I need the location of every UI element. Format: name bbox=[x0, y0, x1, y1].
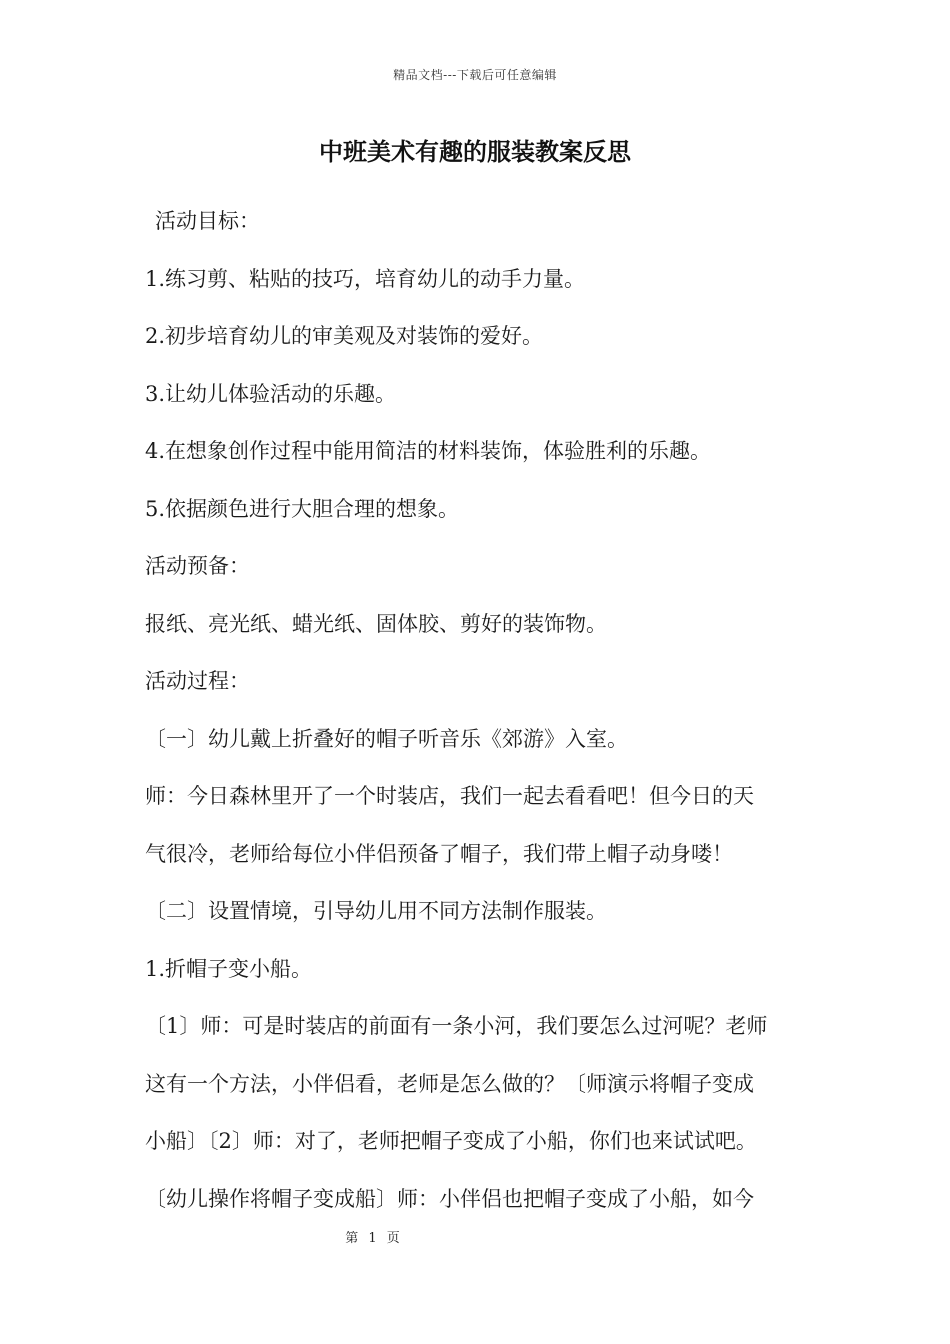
section-heading-preparation: 活动预备： bbox=[145, 554, 250, 578]
paragraph-line: 气很冷，老师给每位小伴侣预备了帽子，我们带上帽子动身喽！ bbox=[145, 841, 733, 866]
paragraph-line: 1.折帽子变小船。 bbox=[145, 956, 313, 981]
paragraph-line: 这有一个方法，小伴侣看，老师是怎么做的？〔师演示将帽子变成 bbox=[145, 1071, 754, 1096]
paragraph-line: 〔一〕幼儿戴上折叠好的帽子听音乐《郊游》入室。 bbox=[145, 726, 628, 751]
page-number: 1 bbox=[368, 1231, 377, 1246]
document-title: 中班美术有趣的服装教案反思 bbox=[319, 138, 631, 166]
paragraph-line: 1.练习剪、粘贴的技巧，培育幼儿的动手力量。 bbox=[145, 266, 586, 291]
paragraph-line: 小船〕〔2〕师：对了，老师把帽子变成了小船，你们也来试试吧。 bbox=[145, 1129, 757, 1153]
paragraph-line: 〔幼儿操作将帽子变成船〕师：小伴侣也把帽子变成了小船，如今 bbox=[145, 1186, 754, 1211]
section-heading-process: 活动过程： bbox=[145, 669, 250, 693]
paragraph-line: 2.初步培育幼儿的审美观及对装饰的爱好。 bbox=[145, 324, 544, 348]
section-heading-goals: 活动目标： bbox=[155, 209, 260, 233]
paragraph-line: 4.在想象创作过程中能用简洁的材料装饰，体验胜利的乐趣。 bbox=[145, 439, 712, 463]
page-footer bbox=[0, 1227, 745, 1246]
footer-suffix: 页 bbox=[386, 1231, 400, 1246]
header-note: 精品文档---下载后可任意编辑 bbox=[393, 68, 557, 82]
footer-prefix: 第 bbox=[345, 1231, 359, 1246]
paragraph-line: 3.让幼儿体验活动的乐趣。 bbox=[145, 381, 397, 406]
paragraph-line: 〔二〕设置情境，引导幼儿用不同方法制作服装。 bbox=[145, 899, 607, 923]
paragraph-line: 〔1〕师：可是时装店的前面有一条小河，我们要怎么过河呢？老师 bbox=[145, 1014, 768, 1038]
paragraph-line: 报纸、亮光纸、蜡光纸、固体胶、剪好的装饰物。 bbox=[145, 611, 607, 636]
paragraph-line: 5.依据颜色进行大胆合理的想象。 bbox=[145, 496, 460, 521]
document-body bbox=[145, 206, 810, 1241]
paragraph-line: 师：今日森林里开了一个时装店，我们一起去看看吧！但今日的天 bbox=[145, 784, 754, 808]
